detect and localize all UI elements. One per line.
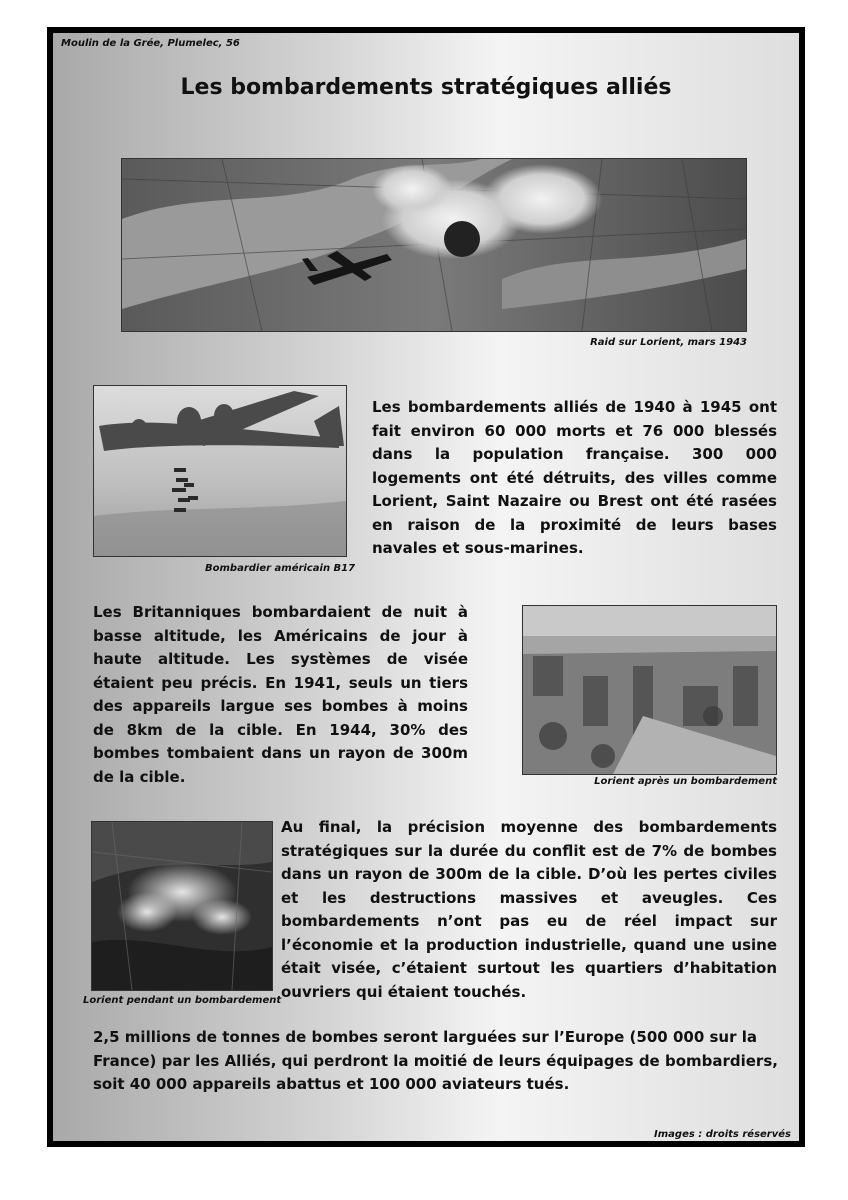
raid-photo-graphic: [122, 159, 746, 331]
ruins-caption: Lorient après un bombardement: [594, 776, 777, 787]
paragraph-totals: 2,5 millions de tonnes de bombes seront larguées sur l’Europe (500 000 sur la France) par les Alliés, qui perdront la moitié de leurs équipages de bombardiers, soit 40 000 appareils abattus et 100 000 aviateurs tués.: [93, 1028, 778, 1093]
aerial-photo-graphic: [92, 822, 272, 990]
aerial-caption: Lorient pendant un bombardement: [83, 995, 282, 1006]
page-title: Les bombardements stratégiques alliés: [180, 75, 672, 100]
raid-caption: Raid sur Lorient, mars 1943: [590, 337, 747, 348]
location-label: Moulin de la Grée, Plumelec, 56: [61, 38, 240, 49]
raid-photo: [121, 158, 747, 332]
poster-panel: [47, 27, 805, 1147]
b17-photo-graphic: [94, 386, 346, 556]
b17-caption: Bombardier américain B17: [205, 563, 356, 574]
paragraph-casualties: Les bombardements alliés de 1940 à 1945 ont fait environ 60 000 morts et 76 000 blessés dans la population française. 300 000 logements ont été détruits, des villes comme Lorient, Saint Nazaire ou Brest ont été rasées en raison de la proximité de leurs bases navales et sous-marines.: [372, 398, 777, 557]
b17-photo: [93, 385, 347, 557]
ruins-photo: [522, 605, 777, 775]
aerial-photo: [91, 821, 273, 991]
paragraph-conclusion: Au final, la précision moyenne des bombardements stratégiques sur la durée du conflit est de 7% de bombes dans un rayon de 300m de la cible. D’où les pertes civiles et les destructions massives et aveugles. Ces bombardements n’ont pas eu de réel impact sur l’économie et la production industrielle, quand une usine était visée, c’étaient surtout les quartiers d’habitation ouvriers qui étaient touchés.: [281, 818, 777, 1001]
ruins-photo-graphic: [523, 606, 776, 774]
credits-label: Images : droits réservés: [654, 1129, 791, 1140]
paragraph-accuracy: Les Britanniques bombardaient de nuit à basse altitude, les Américains de jour à haute altitude. Les systèmes de visée étaient peu précis. En 1941, seuls un tiers des appareils largue ses bombes à moins de 8km de la cible. En 1944, 30% des bombes tombaient dans un rayon de 300m de la cible.: [93, 603, 468, 786]
